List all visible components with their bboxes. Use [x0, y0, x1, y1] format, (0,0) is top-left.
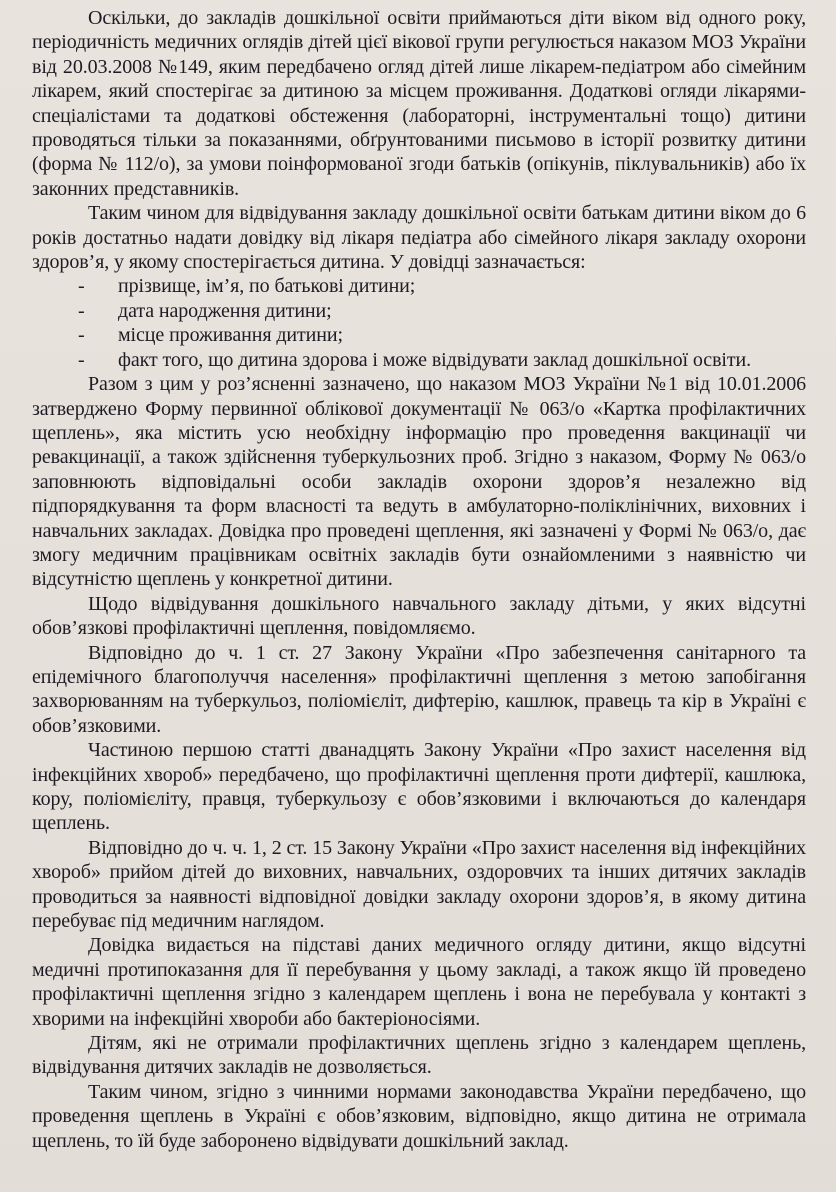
- list-dash: -: [78, 348, 85, 371]
- paragraph-law-sanitary: Відповідно до ч. 1 ст. 27 Закону України «Про забезпечення санітарного та епідемічного благополуччя населення» профілактичні щеплення з метою запобігання захворюванням на туберкульоз, поліомієліт, дифтерію, кашлюк, правець та кір в Україні є обов’язковими.: [32, 641, 806, 737]
- paragraph-admission-age: Оскільки, до закладів дошкільної освіти приймаються діти віком від одного року, періодичність медичних оглядів дітей цієї вікової групи регулюється наказом МОЗ України від 20.03.2008 №149, яким передбачено огляд дітей лише лікарем-педіатром або сімейним лікарем, який спостерігає за дитиною за місцем проживання. Додаткові огляди лікарями-спеціалістами та додаткові обстеження (лабораторні, інструментальні тощо) дитини проводяться тільки за показаннями, обґрунтованими письмово в історії розвитку дитини (форма № 112/о), за умови поінформованої згоди батьків (опікунів, піклувальників) або їх законних представників.: [32, 7, 806, 200]
- certificate-fields-list: [32, 274, 806, 372]
- paragraph-certificate-issuance: Довідка видається на підставі даних медичного огляду дитини, якщо відсутні медичні протипоказання для її перебування у цьому закладі, а також якщо їй проведено профілактичні щеплення згідно з календарем щеплень і вона не перебувала у контакті з хворими на інфекційні хвороби або бактеріоносіями.: [32, 934, 806, 1030]
- paragraph-vaccination-card: Разом з цим у роз’ясненні зазначено, що наказом МОЗ України №1 від 10.01.2006 затверджено Форму первинної облікової документації № 063/о «Картка профілактичних щеплень», яка містить усю необхідну інформацію про проведення вакцинації чи ревакцинації, а також здійснення туберкульозних проб. Згідно з наказом, Форму № 063/о заповнюють відповідальні особи закладів охорони здоров’я незалежно від підпорядкування та форм власності та ведуть в амбулаторно-поліклінічних, виховних і навчальних закладах. Довідка про проведені щеплення, які зазначені у Формі № 063/о, дає змогу медичним працівникам освітніх закладів бути ознайомленими з наявністю чи відсутністю щеплень у конкретної дитини.: [32, 373, 806, 591]
- paragraph-certificate-requirement: Таким чином для відвідування закладу дошкільної освіти батькам дитини віком до 6 років достатньо надати довідку від лікаря педіатра або сімейного лікаря закладу охорони здоров’я, у якому спостерігається дитина. У довідці зазначається:: [32, 202, 806, 274]
- paragraph-conclusion: Таким чином, згідно з чинними нормами законодавства України передбачено, що проведення щеплень в Україні є обов’язковим, відповідно, якщо дитина не отримала щеплень, то їй буде заборонено відвідувати дошкільний заклад.: [32, 1080, 806, 1152]
- list-dash: -: [78, 324, 85, 347]
- paragraph-law-article-12: Частиною першою статті дванадцять Закону України «Про захист населення від інфекційних хвороб» передбачено, що профілактичні щеплення проти дифтерії, кашлюка, кору, поліомієліту, правця, туберкульозу є обов’язковими і включаються до календаря щеплень.: [32, 739, 806, 835]
- list-dash: -: [78, 299, 85, 322]
- paragraph-attendance-notice: Щодо відвідування дошкільного навчального закладу дітьми, у яких відсутні обов’язкові профілактичні щеплення, повідомляємо.: [32, 592, 806, 640]
- list-item: - факт того, що дитина здорова і може відвідувати заклад дошкільної освіти.: [78, 348, 752, 371]
- list-item: - прізвище, ім’я, по батькові дитини;: [78, 275, 416, 298]
- list-item: - дата народження дитини;: [78, 299, 332, 322]
- paragraph-attendance-forbidden: Дітям, які не отримали профілактичних щеплень згідно з календарем щеплень, відвідування дитячих закладів не дозволяється.: [32, 1032, 806, 1079]
- list-dash: -: [78, 275, 85, 298]
- list-item: - місце проживання дитини;: [78, 324, 343, 347]
- paragraph-law-article-15: Відповідно до ч. ч. 1, 2 ст. 15 Закону України «Про захист населення від інфекційних хвороб» прийом дітей до виховних, навчальних, оздоровчих та інших дитячих закладів проводиться за наявності відповідної довідки закладу охорони здоров’я, в якому дитина перебуває під медичним наглядом.: [32, 836, 806, 933]
